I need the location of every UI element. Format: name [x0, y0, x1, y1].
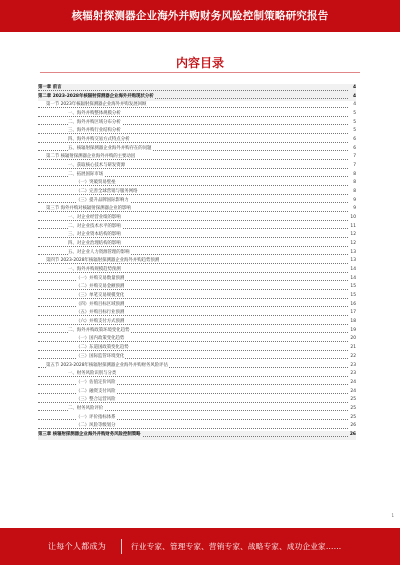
toc-entry[interactable] — [38, 379, 356, 388]
toc-entry[interactable] — [38, 388, 356, 397]
toc-entry-text: （二）完善全球营销与服务网络 — [76, 189, 138, 195]
toc-entry[interactable] — [38, 275, 356, 284]
toc-entry[interactable] — [38, 327, 356, 336]
toc-entry-page: 12 — [349, 231, 356, 240]
toc-entry-page: 5 — [352, 119, 356, 128]
toc-leader-dots — [38, 289, 348, 290]
toc-entry-page: 14 — [349, 266, 356, 275]
toc-entry[interactable] — [38, 405, 356, 414]
toc-entry-page: 15 — [349, 283, 356, 292]
toc-entry-text: 二、财务风险评价 — [68, 405, 104, 411]
toc-entry[interactable] — [38, 136, 356, 145]
toc-entry[interactable] — [38, 171, 356, 180]
toc-entry-text: （一）突破贸易壁垒 — [76, 180, 116, 186]
toc-leader-dots — [38, 315, 348, 316]
toc-entry-text: （六）并购支付方式预测 — [76, 319, 125, 325]
toc-entry[interactable] — [38, 344, 356, 353]
toc-entry-text: （三）国际监管环境变化 — [76, 353, 125, 359]
toc-entry[interactable] — [38, 370, 356, 379]
toc-entry-page: 7 — [352, 153, 356, 162]
toc-entry[interactable] — [38, 179, 356, 188]
toc-entry[interactable] — [38, 145, 356, 154]
footer-banner — [0, 528, 400, 565]
toc-entry-page: 7 — [352, 162, 356, 171]
toc-entry-text: 一、财务风险识别与分类 — [68, 371, 117, 377]
toc-entry[interactable] — [38, 153, 356, 162]
toc-entry-page: 23 — [349, 362, 356, 371]
footer-divider — [121, 539, 122, 554]
toc-entry-text: （三）整合运营风险 — [76, 397, 116, 403]
toc-entry[interactable] — [38, 266, 356, 275]
header-banner — [0, 0, 400, 32]
toc-leader-dots — [38, 107, 348, 108]
toc-entry-page: 11 — [349, 223, 356, 232]
toc-entry-page: 8 — [352, 188, 356, 197]
toc-entry-text: 三、海外并购行业结构分析 — [68, 128, 121, 134]
toc-entry-text: 第一节 2023年核辐射探测器企业海外并购发展回顾 — [46, 102, 147, 108]
toc-entry[interactable] — [38, 127, 356, 136]
toc-entry-page: 9 — [352, 205, 356, 214]
toc-entry-page: 4 — [352, 101, 356, 110]
toc-entry-text: 第二章 2023-2028年核辐射探测器企业海外并购现状分析 — [38, 93, 154, 99]
toc-entry[interactable] — [38, 353, 356, 362]
toc-entry-page: 14 — [349, 275, 356, 284]
toc-entry[interactable] — [38, 283, 356, 292]
toc-entry-page: 25 — [349, 396, 356, 405]
toc-entry-page: 20 — [349, 335, 356, 344]
toc-entry-page: 9 — [352, 197, 356, 206]
toc-entry[interactable] — [38, 249, 356, 258]
toc-entry[interactable] — [38, 257, 356, 266]
toc-entry-text: （一）并购交易数量预测 — [76, 275, 125, 281]
toc-entry-text: （二）融资支付风险 — [76, 388, 116, 394]
toc-entry[interactable] — [38, 414, 356, 423]
toc-entry-text: 一、海外并购整体规模分析 — [68, 111, 121, 117]
toc-entry-page: 4 — [352, 93, 356, 102]
toc-entry-text: （一）国内政策变化趋势 — [76, 336, 125, 342]
toc-entry-page: 19 — [349, 327, 356, 336]
toc-leader-dots — [38, 90, 348, 91]
toc-entry-text: （五）并购目标行业预测 — [76, 310, 125, 316]
toc-entry-page: 13 — [349, 257, 356, 266]
toc-entry-text: 一、海外并购规模趋势预测 — [68, 267, 121, 273]
toc-entry[interactable] — [38, 162, 356, 171]
toc-entry-page: 12 — [349, 240, 356, 249]
toc-entry-page: 26 — [349, 422, 356, 431]
toc-heading: 内容目录 — [175, 56, 224, 70]
toc-entry[interactable] — [38, 214, 356, 223]
toc-entry-text: 第三节 海外并购对核辐射探测器企业的影响 — [46, 206, 131, 212]
toc-entry-page: 23 — [349, 370, 356, 379]
toc-entry[interactable] — [38, 197, 356, 206]
toc-entry-page: 10 — [349, 214, 356, 223]
toc-leader-dots — [38, 133, 348, 134]
toc-entry[interactable] — [38, 223, 356, 232]
toc-entry-text: 二、拓展国际市场 — [68, 171, 104, 177]
toc-leader-dots — [38, 211, 348, 212]
toc-entry[interactable] — [38, 431, 356, 440]
toc-entry-page: 15 — [349, 292, 356, 301]
document-title: 核辐射探测器企业海外并购财务风险控制策略研究报告 — [71, 10, 329, 22]
toc-entry-text: （二）并购交易金额预测 — [76, 284, 125, 290]
toc-entry-text: 第五节 2023-2028年核辐射探测器企业海外并购财务风险评估 — [46, 362, 168, 368]
toc-entry-page: 6 — [352, 145, 356, 154]
table-of-contents — [38, 84, 356, 440]
toc-entry[interactable] — [38, 422, 356, 431]
toc-entry[interactable] — [38, 101, 356, 110]
toc-entry-text: 四、对企业治理结构的影响 — [68, 241, 121, 247]
toc-entry-page: 25 — [349, 414, 356, 423]
toc-entry[interactable] — [38, 188, 356, 197]
page-number: 1 — [391, 513, 394, 518]
footer-slogan: 让每个人都成为 — [48, 542, 107, 551]
toc-entry-text: 五、核辐射探测器企业海外并购存在的问题 — [68, 145, 152, 151]
toc-entry-text: 三、对企业资本结构的影响 — [68, 232, 121, 238]
toc-entry-page: 18 — [349, 318, 356, 327]
toc-entry-text: （一）评价指标体系 — [76, 414, 116, 420]
toc-entry[interactable] — [38, 110, 356, 119]
toc-entry[interactable] — [38, 309, 356, 318]
toc-entry-text: 一、获取核心技术与研发资源 — [68, 163, 126, 169]
toc-entry-text: 四、海外并购交易方式特点分析 — [68, 137, 130, 143]
toc-entry-page: 5 — [352, 110, 356, 119]
toc-entry-text: （三）单笔交易规模变化 — [76, 293, 125, 299]
toc-entry-page: 4 — [352, 84, 356, 93]
toc-entry-page: 17 — [349, 309, 356, 318]
toc-entry[interactable] — [38, 362, 356, 371]
toc-entry-text: 第二节 核辐射探测器企业海外并购的主要动因 — [46, 154, 136, 160]
toc-entry-text: （四）并购目标区域预测 — [76, 301, 125, 307]
toc-entry-text: （三）提升品牌国际影响力 — [76, 197, 129, 203]
toc-leader-dots — [38, 237, 348, 238]
toc-entry-text: 二、对企业技术水平的影响 — [68, 223, 121, 229]
toc-entry-text: 二、海外并购区域分布分析 — [68, 119, 121, 125]
toc-entry[interactable] — [38, 292, 356, 301]
toc-entry-page: 16 — [349, 301, 356, 310]
toc-entry-page: 26 — [349, 431, 356, 440]
toc-entry[interactable] — [38, 205, 356, 214]
toc-entry-page: 24 — [349, 379, 356, 388]
toc-entry-page: 24 — [349, 388, 356, 397]
toc-entry[interactable] — [38, 93, 356, 102]
toc-entry[interactable] — [38, 231, 356, 240]
toc-entry-page: 25 — [349, 405, 356, 414]
toc-entry-text: 第三章 核辐射探测器企业海外并购财务风险控制策略 — [38, 431, 141, 437]
toc-entry[interactable] — [38, 318, 356, 327]
toc-leader-dots — [38, 341, 348, 342]
toc-entry-text: （二）风险等级划分 — [76, 423, 116, 429]
toc-entry[interactable] — [38, 301, 356, 310]
toc-entry-page: 8 — [352, 171, 356, 180]
toc-entry-text: （二）东道国政策变化趋势 — [76, 345, 129, 351]
toc-entry-text: 一、对企业经营业绩的影响 — [68, 215, 121, 221]
toc-divider — [40, 72, 360, 73]
toc-entry[interactable] — [38, 240, 356, 249]
toc-leader-dots — [38, 159, 348, 160]
toc-entry-page: 13 — [349, 249, 356, 258]
toc-entry-text: 第一章 前言 — [38, 85, 62, 90]
toc-entry-text: 五、对企业人力资源管理的影响 — [68, 249, 130, 255]
toc-entry-page: 8 — [352, 179, 356, 188]
toc-entry-page: 22 — [349, 353, 356, 362]
toc-entry[interactable] — [38, 84, 356, 93]
footer-tagline: 行业专家、管理专家、营销专家、战略专家、成功企业家…… — [131, 542, 342, 551]
toc-leader-dots — [38, 263, 348, 264]
toc-entry-text: 第四节 2023-2028年核辐射探测器企业海外并购趋势预测 — [46, 258, 160, 264]
toc-entry[interactable] — [38, 335, 356, 344]
toc-leader-dots — [38, 185, 348, 186]
toc-entry-text: 二、海外并购政策环境变化趋势 — [68, 327, 130, 333]
toc-entry-text: （一）估值定价风险 — [76, 379, 116, 385]
toc-entry-page: 5 — [352, 127, 356, 136]
toc-entry-page: 6 — [352, 136, 356, 145]
toc-entry-page: 21 — [349, 344, 356, 353]
toc-entry[interactable] — [38, 396, 356, 405]
toc-entry[interactable] — [38, 119, 356, 128]
